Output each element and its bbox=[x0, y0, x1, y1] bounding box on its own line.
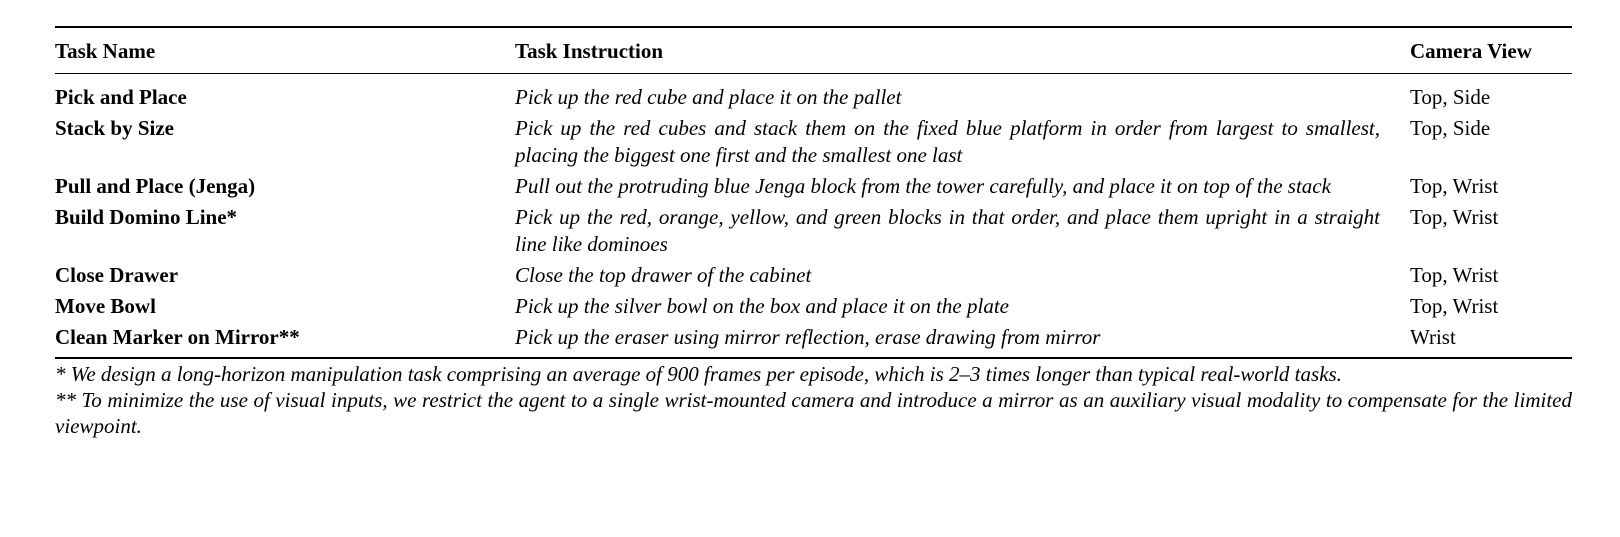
camera-view-cell: Top, Side bbox=[1410, 116, 1491, 140]
table-row bbox=[55, 204, 1572, 262]
task-instruction-cell: Pick up the red, orange, yellow, and green blocks in that order, and place them upright in a straight line like dominoes bbox=[515, 205, 1380, 256]
task-instruction-cell: Pick up the red cubes and stack them on the fixed blue platform in order from largest to smallest, placing the biggest one first and the smallest one last bbox=[515, 116, 1380, 167]
task-table-container bbox=[55, 26, 1572, 439]
table-row bbox=[55, 115, 1572, 173]
table-row bbox=[55, 324, 1572, 358]
task-instruction-cell: Pull out the protruding blue Jenga block from the tower carefully, and place it on top of the stack bbox=[515, 174, 1331, 198]
camera-view-cell: Top, Wrist bbox=[1410, 174, 1499, 198]
camera-view-cell: Top, Wrist bbox=[1410, 263, 1499, 287]
task-instruction-cell: Pick up the eraser using mirror reflection, erase drawing from mirror bbox=[515, 325, 1101, 349]
task-instruction-cell: Pick up the silver bowl on the box and place it on the plate bbox=[515, 294, 1009, 318]
task-table bbox=[55, 26, 1572, 359]
task-instruction-cell: Close the top drawer of the cabinet bbox=[515, 263, 812, 287]
table-footnotes bbox=[55, 361, 1572, 439]
header-row bbox=[55, 27, 1572, 74]
camera-view-cell: Top, Side bbox=[1410, 85, 1491, 109]
table-header bbox=[55, 27, 1572, 74]
task-name-cell: Build Domino Line* bbox=[55, 205, 238, 229]
header-task-instruction: Task Instruction bbox=[515, 39, 664, 63]
camera-view-cell: Wrist bbox=[1410, 325, 1456, 349]
camera-view-cell: Top, Wrist bbox=[1410, 205, 1499, 229]
task-name-cell: Close Drawer bbox=[55, 263, 179, 287]
task-name-cell: Clean Marker on Mirror** bbox=[55, 325, 300, 349]
footnote-double-asterisk: ** To minimize the use of visual inputs, we restrict the agent to a single wrist-mounted camera and introduce a mirror as an auxiliary visual modality to compensate for the limited viewpoint. bbox=[55, 388, 1572, 438]
table-row bbox=[55, 74, 1572, 116]
task-name-cell: Pick and Place bbox=[55, 85, 187, 109]
task-instruction-cell: Pick up the red cube and place it on the pallet bbox=[515, 85, 902, 109]
table-row bbox=[55, 262, 1572, 293]
table-row bbox=[55, 173, 1572, 204]
camera-view-cell: Top, Wrist bbox=[1410, 294, 1499, 318]
task-name-cell: Move Bowl bbox=[55, 294, 156, 318]
header-camera-view: Camera View bbox=[1410, 39, 1532, 63]
task-name-cell: Stack by Size bbox=[55, 116, 175, 140]
table-row bbox=[55, 293, 1572, 324]
footnote-single-asterisk: * We design a long-horizon manipulation task comprising an average of 900 frames per episode, which is 2–3 times longer than typical real-world tasks. bbox=[55, 362, 1342, 386]
table-body bbox=[55, 74, 1572, 359]
task-name-cell: Pull and Place (Jenga) bbox=[55, 174, 256, 198]
header-task-name: Task Name bbox=[55, 39, 156, 63]
